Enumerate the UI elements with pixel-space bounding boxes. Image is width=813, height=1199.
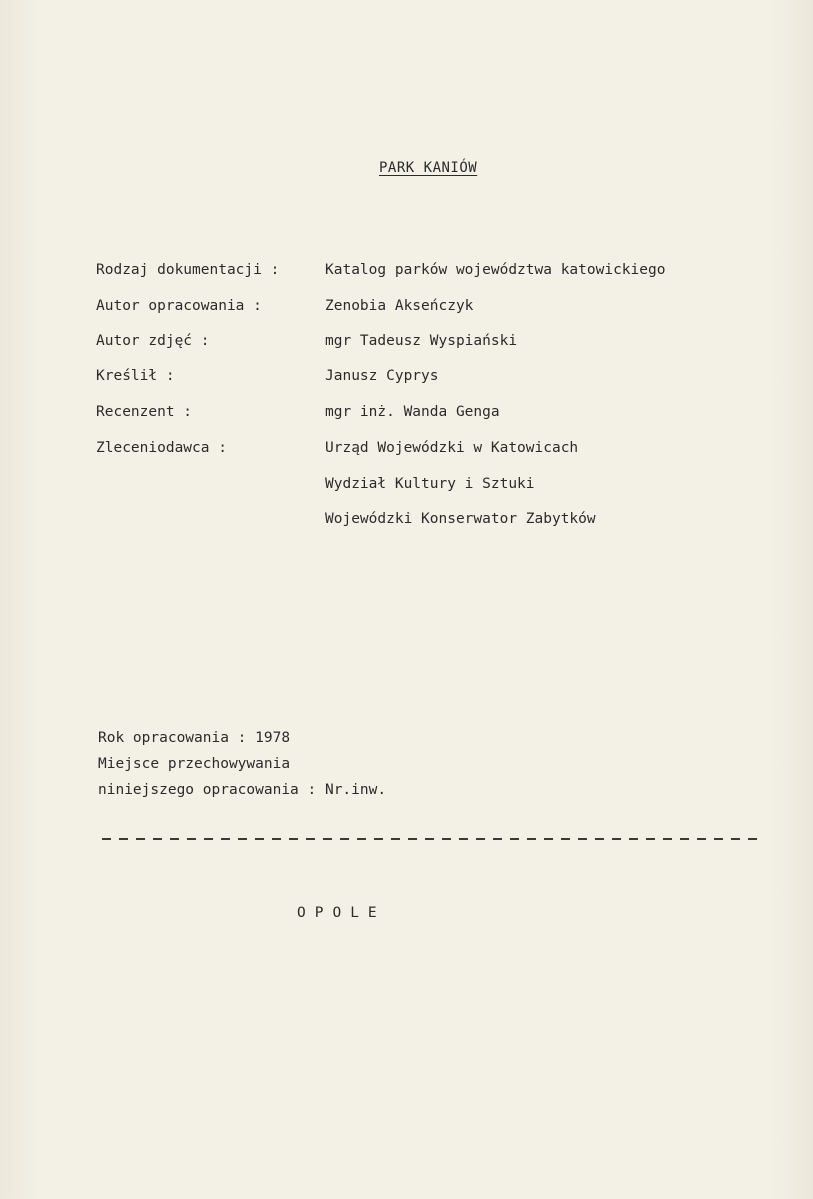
field-label: Rodzaj dokumentacji : bbox=[96, 262, 280, 278]
storage-line: Miejsce przechowywania bbox=[98, 756, 291, 772]
document-title: PARK KANIÓW bbox=[379, 160, 478, 176]
field-value: Katalog parków województwa katowickiego bbox=[325, 262, 666, 278]
field-value: mgr Tadeusz Wyspiański bbox=[325, 333, 518, 349]
field-label: Recenzent : bbox=[96, 404, 193, 420]
field-value: Zenobia Akseńczyk bbox=[325, 298, 474, 314]
field-label: Zleceniodawca : bbox=[96, 440, 227, 456]
field-value: Janusz Cyprys bbox=[325, 368, 439, 384]
field-label: Autor opracowania : bbox=[96, 298, 262, 314]
city-name: OPOLE bbox=[297, 905, 386, 921]
field-value: mgr inż. Wanda Genga bbox=[325, 404, 500, 420]
field-label: Kreślił : bbox=[96, 368, 175, 384]
year-line: Rok opracowania : 1978 bbox=[98, 730, 291, 746]
field-value: Urząd Wojewódzki w Katowicach bbox=[325, 440, 579, 456]
dashed-divider bbox=[102, 838, 760, 840]
client-continuation-line: Wydział Kultury i Sztuki bbox=[325, 476, 535, 492]
field-label: Autor zdjęć : bbox=[96, 333, 210, 349]
client-continuation-line: Wojewódzki Konserwator Zabytków bbox=[325, 511, 596, 527]
storage-line: niniejszego opracowania : Nr.inw. bbox=[98, 782, 387, 798]
